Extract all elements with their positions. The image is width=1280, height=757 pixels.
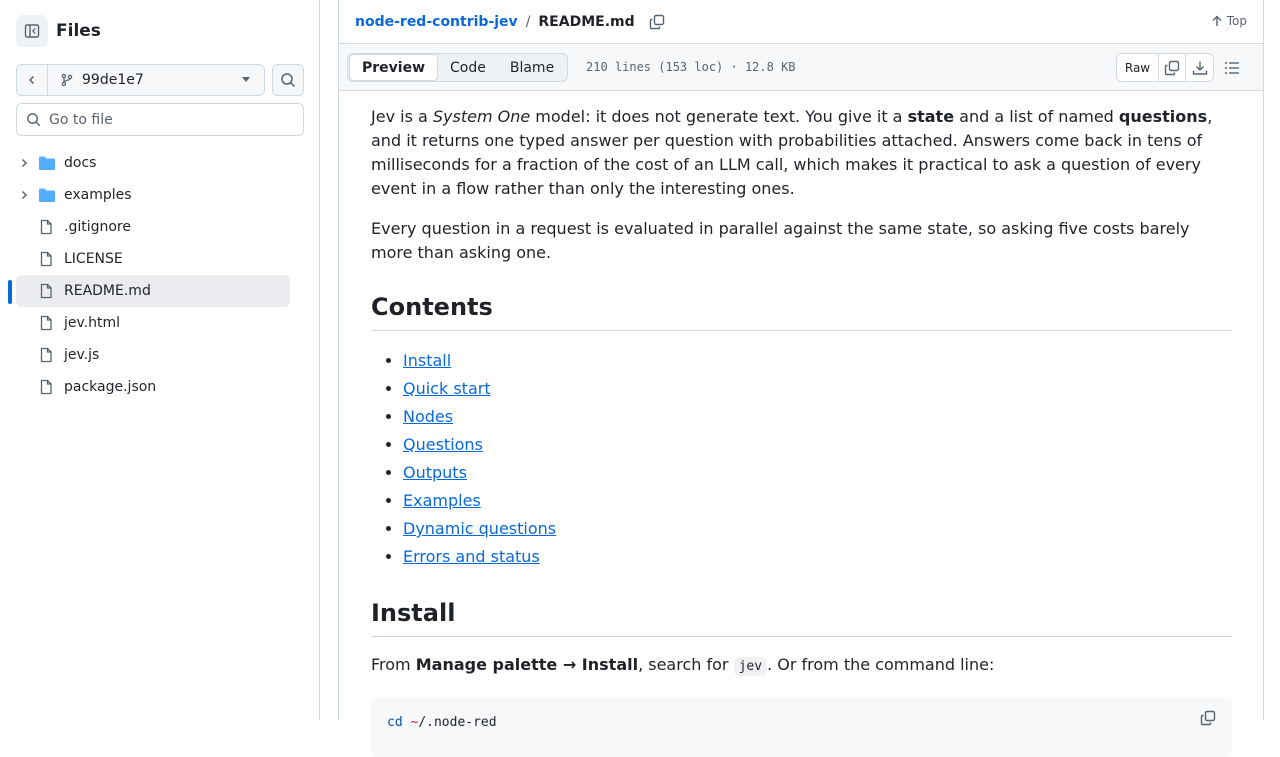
parallel-paragraph: Every question in a request is evaluated in parallel against the same state, so asking five costs barely more than asking one. (371, 219, 1190, 262)
chevron-left-icon (26, 74, 38, 86)
tree-item-package-json[interactable] (16, 371, 290, 403)
breadcrumb-separator: / (525, 13, 531, 30)
go-to-file-field[interactable] (16, 103, 304, 136)
file-icon (38, 347, 54, 363)
readme-content (371, 105, 1232, 757)
inline-code: jev (734, 657, 767, 676)
strong: questions (1118, 107, 1208, 126)
chevron-right-icon[interactable] (18, 189, 30, 201)
code-tilde: ~ (410, 715, 419, 730)
text: and a list of named (954, 107, 1119, 126)
branch-name: 99de1e7 (82, 72, 144, 88)
file-icon (38, 251, 54, 267)
tree-item-docs[interactable] (16, 147, 290, 179)
tab-blame[interactable]: Blame (509, 59, 555, 76)
tab-code[interactable]: Code (450, 59, 486, 76)
download-icon (1192, 60, 1208, 76)
emphasis: System One (432, 107, 531, 126)
text: , search for (638, 655, 734, 674)
copy-code-button[interactable] (1200, 709, 1216, 733)
scroll-top-link[interactable] (1211, 14, 1247, 28)
file-icon (38, 315, 54, 331)
tree-item-readme[interactable] (16, 275, 290, 307)
download-button[interactable] (1186, 54, 1213, 81)
install-paragraph (371, 653, 1232, 679)
breadcrumb-file: README.md (538, 13, 635, 30)
tree-item-jev-html[interactable] (16, 307, 290, 339)
toc-link-errors-and-status[interactable]: Errors and status (403, 547, 540, 566)
toc-link-examples[interactable]: Examples (403, 491, 481, 510)
toc-item (403, 347, 1232, 375)
toc-item (403, 515, 1232, 543)
tree-item-label: docs (64, 155, 97, 171)
chevron-right-icon[interactable] (18, 157, 30, 169)
tree-item-label: examples (64, 187, 132, 203)
file-actions (1116, 53, 1214, 82)
arrow-up-icon (1211, 15, 1223, 27)
sidebar-header (16, 15, 101, 47)
table-of-contents (403, 347, 1232, 571)
toc-item (403, 543, 1232, 571)
toc-item (403, 487, 1232, 515)
sidebar-title: Files (56, 21, 101, 41)
text: From (371, 655, 416, 674)
text: Jev is a (371, 107, 433, 126)
code-path: /.node-red (418, 715, 497, 730)
toc-link-quick-start[interactable]: Quick start (403, 379, 491, 398)
tree-item-label: jev.js (64, 347, 100, 363)
branch-row (16, 64, 304, 96)
caret-down-icon (242, 77, 250, 83)
search-icon (280, 72, 296, 88)
code-line (387, 711, 497, 735)
install-heading: Install (371, 598, 1232, 637)
go-to-file-input[interactable] (49, 112, 289, 128)
strong: Manage palette → Install (415, 655, 639, 674)
toc-item (403, 375, 1232, 403)
toc-link-dynamic-questions[interactable]: Dynamic questions (403, 519, 557, 538)
top-label: Top (1226, 14, 1247, 28)
tree-item-examples[interactable] (16, 179, 290, 211)
tab-preview[interactable]: Preview (349, 54, 438, 81)
tree-item-license[interactable] (16, 243, 290, 275)
back-button[interactable] (17, 65, 48, 95)
breadcrumb (339, 0, 1263, 44)
code-keyword: cd (387, 715, 403, 730)
file-tree-sidebar (0, 0, 320, 720)
file-view (338, 0, 1264, 730)
folder-icon (38, 155, 56, 171)
tree-item-label: LICENSE (64, 251, 123, 267)
toc-item (403, 431, 1232, 459)
tree-item-label: package.json (64, 379, 157, 395)
tree-item-gitignore[interactable] (16, 211, 290, 243)
search-files-button[interactable] (272, 64, 304, 96)
file-toolbar (339, 45, 1263, 91)
toc-item (403, 459, 1232, 487)
text: , and it returns one typed answer per question with probabilities attached. Answers come back in tens of milliseconds for a fraction of the cost of an LLM call, which makes it practical to ask a question of every event in a flow rather than only the interesting ones. (371, 107, 1213, 198)
file-icon (38, 219, 54, 235)
text: model: it does not generate text. You give it a (530, 107, 908, 126)
search-icon (26, 112, 41, 127)
selected-indicator (8, 280, 12, 304)
file-icon (38, 283, 54, 299)
toc-link-nodes[interactable]: Nodes (403, 407, 454, 426)
tree-item-jev-js[interactable] (16, 339, 290, 371)
intro-paragraph (371, 105, 1232, 201)
toc-link-install[interactable]: Install (403, 351, 452, 370)
copy-path-button[interactable] (649, 14, 665, 30)
copy-icon (649, 14, 665, 30)
strong: state (907, 107, 955, 126)
copy-icon (1164, 60, 1180, 76)
file-tree (16, 147, 290, 403)
branch-selector[interactable] (48, 65, 264, 95)
copy-raw-button[interactable] (1159, 54, 1186, 81)
toc-link-outputs[interactable]: Outputs (403, 463, 467, 482)
file-stats: 210 lines (153 loc) · 12.8 KB (586, 60, 796, 74)
contents-heading: Contents (371, 292, 1232, 331)
branch-group (16, 64, 265, 96)
folder-icon (38, 187, 56, 203)
breadcrumb-repo-link[interactable]: node-red-contrib-jev (355, 13, 518, 30)
toc-link-questions[interactable]: Questions (403, 435, 483, 454)
code-block (371, 697, 1232, 757)
list-unordered-icon (1224, 61, 1240, 75)
text: . Or from the command line: (767, 655, 995, 674)
toc-item (403, 403, 1232, 431)
file-icon (38, 379, 54, 395)
copy-icon (1200, 710, 1216, 726)
view-mode-tabs (347, 53, 568, 82)
tree-item-label: .gitignore (64, 219, 131, 235)
tree-item-label: jev.html (64, 315, 121, 331)
collapse-sidebar-button[interactable] (16, 15, 48, 47)
git-branch-icon (60, 73, 74, 87)
tree-item-label: README.md (64, 283, 151, 299)
raw-button[interactable]: Raw (1117, 54, 1159, 81)
sidebar-collapse-icon (24, 23, 40, 39)
outline-button[interactable] (1219, 58, 1245, 78)
